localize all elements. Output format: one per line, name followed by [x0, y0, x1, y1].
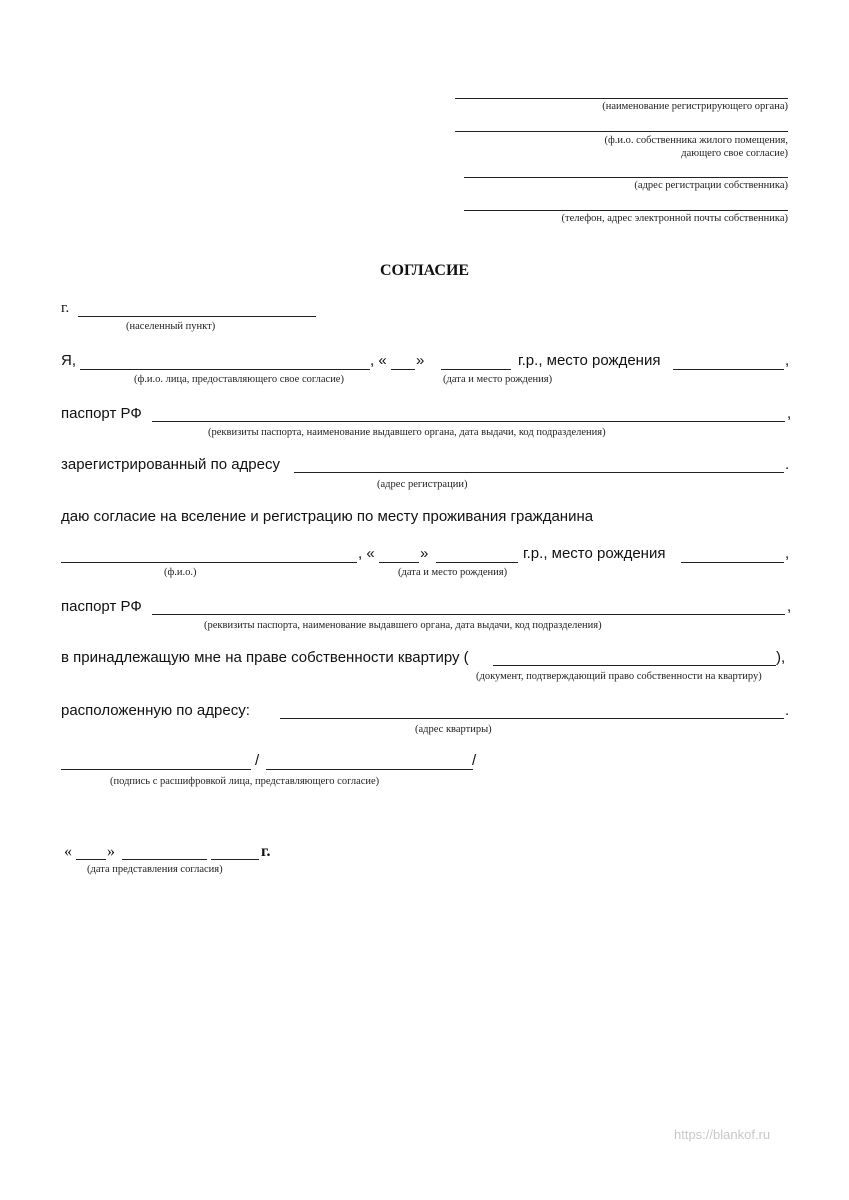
owner-name-caption-1: (ф.и.о. собственника жилого помещения,	[604, 135, 788, 146]
consenter-passport-end: ,	[787, 405, 792, 422]
consent-statement: даю согласие на вселение и регистрацию по месту проживания гражданина	[61, 508, 594, 525]
city-line[interactable]	[78, 316, 316, 317]
consenter-end-comma: ,	[785, 352, 790, 369]
signature-caption: (подпись с расшифровкой лица, представляющего согласие)	[110, 776, 380, 787]
location-caption: (адрес квартиры)	[415, 724, 492, 735]
consenter-date-open: , «	[370, 352, 387, 369]
owner-address-line[interactable]	[464, 177, 788, 178]
submission-date-caption: (дата представления согласия)	[87, 864, 223, 875]
submission-day-line[interactable]	[76, 859, 106, 860]
citizen-passport-caption: (реквизиты паспорта, наименование выдавшего органа, дата выдачи, код подразделения)	[204, 620, 602, 631]
consenter-passport-label: паспорт РФ	[61, 405, 142, 422]
signature-line[interactable]	[61, 769, 251, 770]
signature-end-slash: /	[472, 752, 477, 769]
location-end: .	[785, 702, 790, 719]
submission-month-line[interactable]	[122, 859, 207, 860]
ownership-document-line[interactable]	[493, 665, 776, 666]
registering-body-caption: (наименование регистрирующего органа)	[602, 101, 788, 112]
consenter-date-caption: (дата и место рождения)	[443, 374, 553, 385]
owner-address-caption: (адрес регистрации собственника)	[634, 180, 788, 191]
location-line[interactable]	[280, 718, 784, 719]
submission-date-close: »	[107, 843, 115, 860]
document-title: СОГЛАСИЕ	[379, 262, 470, 279]
citizen-date-caption: (дата и место рождения)	[398, 567, 508, 578]
owner-name-line[interactable]	[455, 131, 788, 132]
citizen-date-line[interactable]	[436, 562, 518, 563]
consenter-name-caption: (ф.и.о. лица, предоставляющего свое согласие)	[134, 374, 344, 385]
consenter-registered-caption: (адрес регистрации)	[377, 479, 468, 490]
ownership-caption: (документ, подтверждающий право собственности на квартиру)	[476, 671, 762, 682]
watermark: https://blankof.ru	[674, 1127, 771, 1142]
citizen-date-open: , «	[358, 545, 375, 562]
citizen-name-caption: (ф.и.о.)	[164, 567, 197, 578]
consenter-registered-line[interactable]	[294, 472, 784, 473]
city-prefix: г.	[61, 300, 70, 316]
consenter-date-line[interactable]	[441, 369, 511, 370]
submission-year-line[interactable]	[211, 859, 259, 860]
citizen-day-line[interactable]	[379, 562, 419, 563]
citizen-passport-label: паспорт РФ	[61, 598, 142, 615]
ownership-close: ),	[776, 649, 786, 666]
registering-body-line[interactable]	[455, 98, 788, 99]
citizen-name-line[interactable]	[61, 562, 357, 563]
consenter-registered-end: .	[785, 456, 790, 473]
signature-separator: /	[255, 752, 260, 769]
consenter-prefix: Я,	[61, 352, 76, 369]
citizen-birthplace-line[interactable]	[681, 562, 784, 563]
citizen-end-comma: ,	[785, 545, 790, 562]
consenter-passport-line[interactable]	[152, 421, 785, 422]
consenter-birthplace-line[interactable]	[673, 369, 784, 370]
consenter-name-line[interactable]	[80, 369, 370, 370]
owner-contacts-line[interactable]	[464, 210, 788, 211]
citizen-passport-line[interactable]	[152, 614, 785, 615]
consenter-birth-text: г.р., место рождения	[518, 352, 661, 369]
submission-year-suffix: г.	[261, 843, 271, 860]
consenter-day-line[interactable]	[391, 369, 415, 370]
ownership-text: в принадлежащую мне на праве собственности квартиру (	[61, 649, 469, 666]
citizen-birth-text: г.р., место рождения	[523, 545, 666, 562]
owner-contacts-caption: (телефон, адрес электронной почты собственника)	[561, 213, 788, 224]
consenter-registered-label: зарегистрированный по адресу	[61, 456, 280, 473]
location-label: расположенную по адресу:	[61, 702, 250, 719]
citizen-date-close: »	[420, 545, 429, 562]
citizen-passport-end: ,	[787, 598, 792, 615]
city-caption: (населенный пункт)	[126, 321, 216, 332]
owner-name-caption-2: дающего свое согласие)	[681, 148, 788, 159]
signature-name-line[interactable]	[266, 769, 473, 770]
consenter-passport-caption: (реквизиты паспорта, наименование выдавшего органа, дата выдачи, код подразделения)	[208, 427, 606, 438]
submission-date-open: «	[64, 843, 72, 860]
consenter-date-close: »	[416, 352, 425, 369]
